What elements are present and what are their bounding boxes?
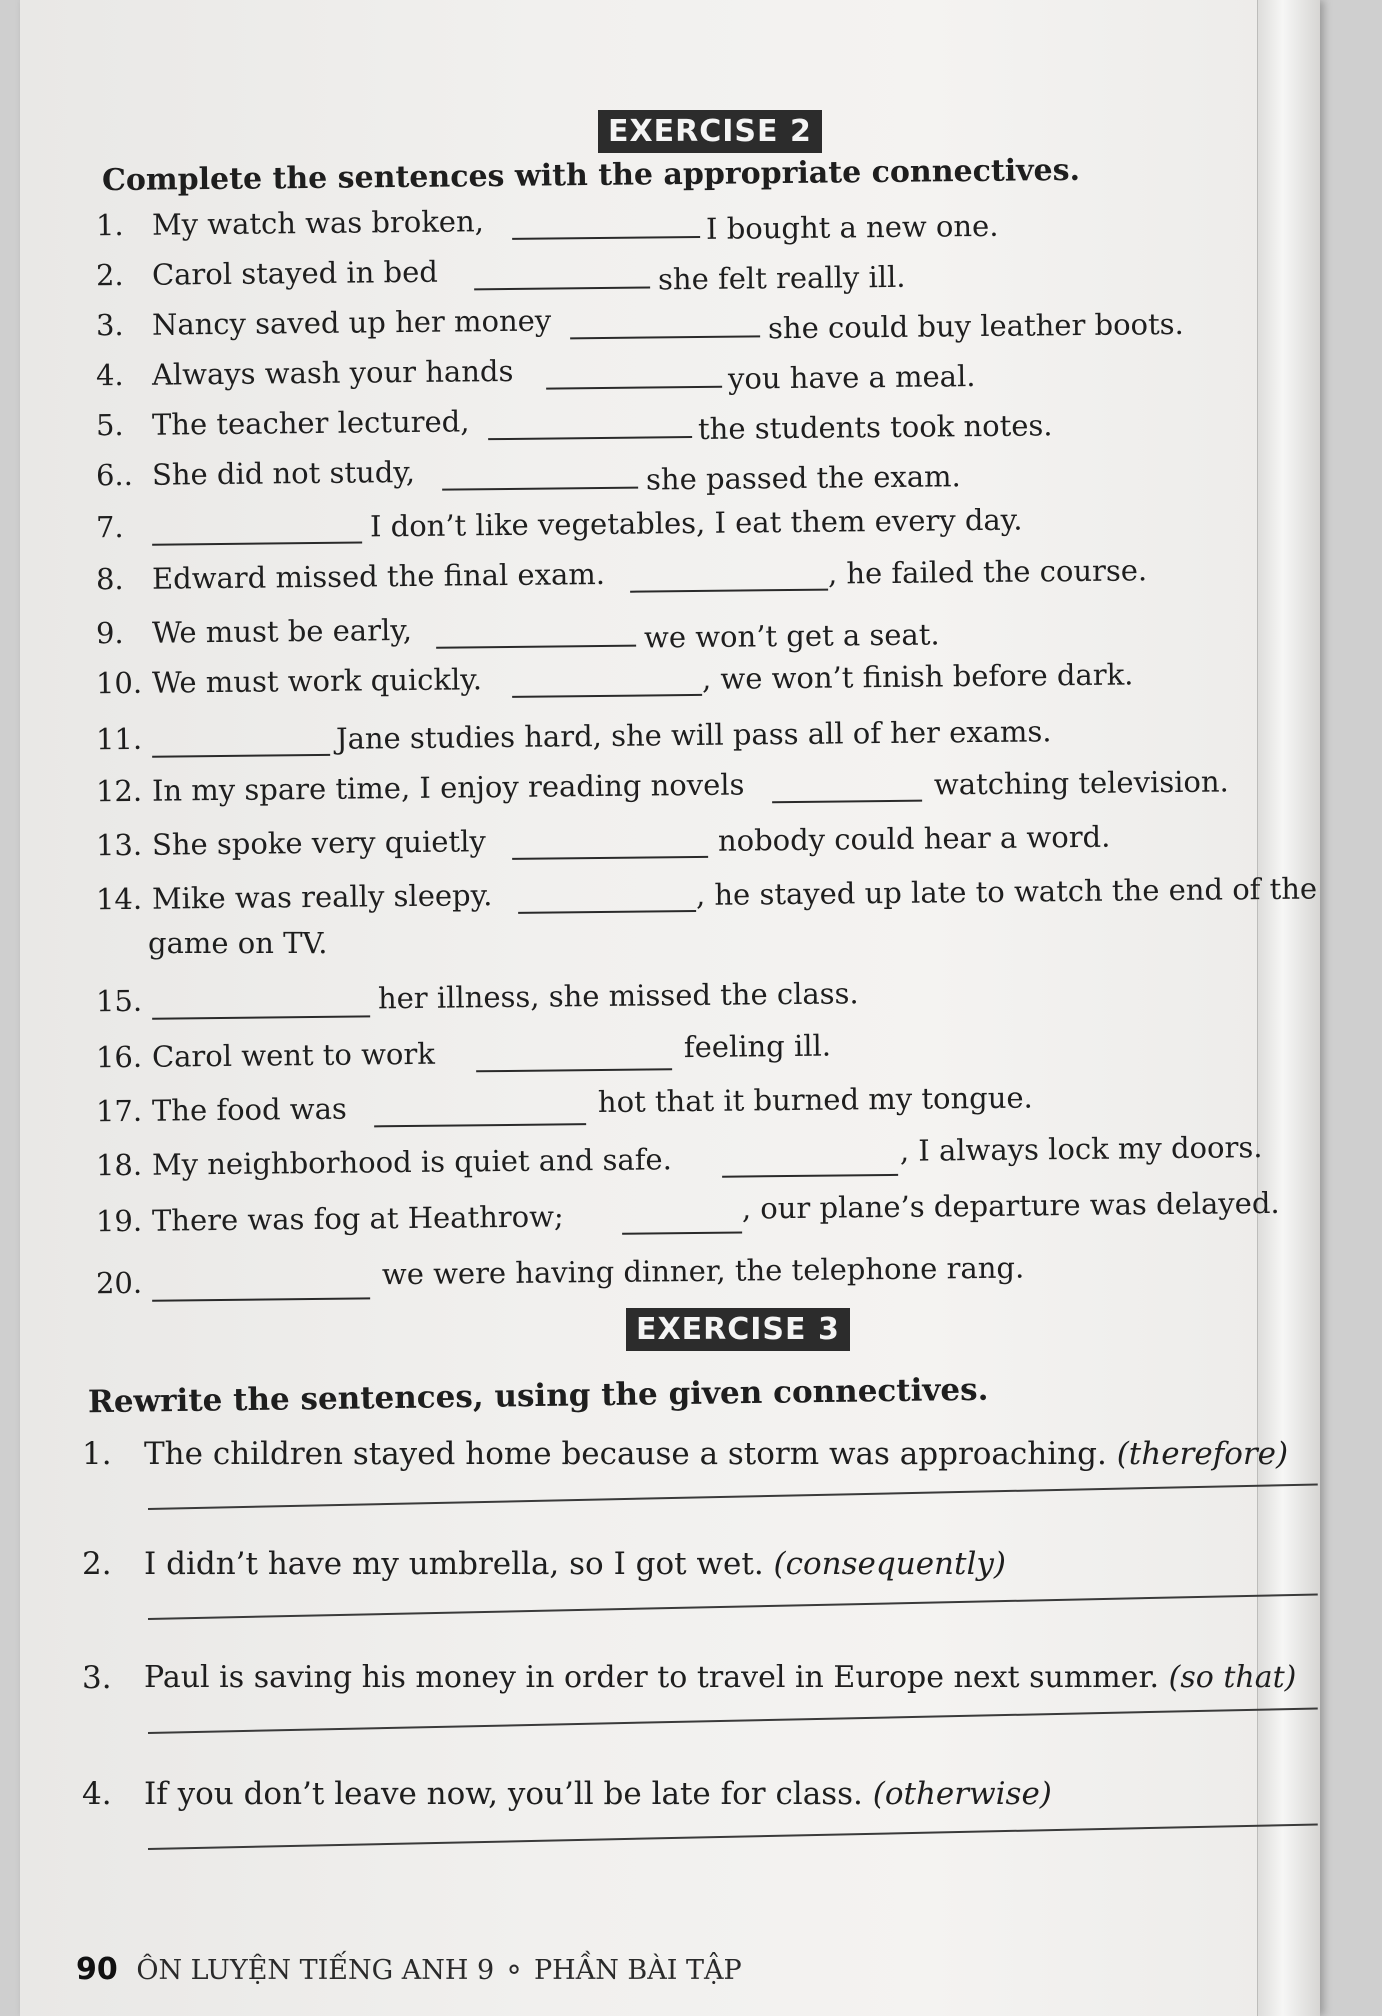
answer-blank[interactable] bbox=[722, 1174, 898, 1178]
item-number: 17. bbox=[95, 1093, 143, 1129]
item-text-before: My watch was broken, bbox=[151, 204, 485, 242]
answer-line[interactable] bbox=[148, 1483, 1318, 1510]
item-text-before: There was fog at Heathrow; bbox=[151, 1199, 564, 1238]
exercise-3-item bbox=[82, 1546, 1342, 1656]
answer-blank[interactable] bbox=[518, 910, 696, 914]
exercise-2-item bbox=[95, 1185, 1296, 1249]
exercise-2-instruction: Complete the sentences with the appropriate connectives. bbox=[101, 152, 1081, 199]
exercise-2-item bbox=[95, 1250, 1296, 1311]
item-text-after: she felt really ill. bbox=[657, 259, 906, 297]
answer-blank[interactable] bbox=[152, 1015, 370, 1019]
connective-hint: (otherwise) bbox=[872, 1776, 1052, 1812]
item-text-after: she could buy leather boots. bbox=[767, 306, 1184, 346]
exercise-3-instruction: Rewrite the sentences, using the given connectives. bbox=[87, 1371, 989, 1421]
item-text-after: nobody could hear a word. bbox=[717, 819, 1111, 858]
item-number: 9. bbox=[95, 615, 124, 651]
item-text-after: Jane studies hard, she will pass all of her exams. bbox=[335, 714, 1052, 756]
exercise-2-title: EXERCISE 2 bbox=[598, 110, 822, 153]
item-text-after: I don’t like vegetables, I eat them every day. bbox=[369, 502, 1023, 544]
item-number: 12. bbox=[95, 773, 143, 809]
exercise-2-item bbox=[96, 246, 1296, 303]
item-number: 11. bbox=[95, 721, 143, 757]
exercise-2-item-continuation bbox=[148, 926, 1348, 970]
item-text-before: The teacher lectured, bbox=[151, 404, 470, 442]
exercise-2-item bbox=[96, 498, 1296, 555]
exercise-2-item bbox=[96, 346, 1296, 403]
item-text-after: hot that it burned my tongue. bbox=[597, 1080, 1033, 1120]
item-number: 2. bbox=[82, 1546, 112, 1582]
sentence-text: I didn’t have my umbrella, so I got wet. bbox=[144, 1546, 764, 1582]
exercise-2-item bbox=[96, 550, 1296, 607]
rewrite-sentence bbox=[144, 1776, 1052, 1812]
item-number: 3. bbox=[95, 307, 124, 343]
answer-blank[interactable] bbox=[570, 335, 760, 339]
rewrite-sentence bbox=[144, 1660, 1296, 1695]
answer-blank[interactable] bbox=[512, 694, 702, 698]
item-number: 19. bbox=[95, 1203, 143, 1239]
answer-blank[interactable] bbox=[772, 800, 922, 804]
exercise-2-item bbox=[96, 972, 1296, 1029]
book-title: ÔN LUYỆN TIẾNG ANH 9 ⚬ PHẦN BÀI TẬP bbox=[136, 1955, 742, 1986]
connective-hint: (consequently) bbox=[773, 1546, 1006, 1582]
answer-line[interactable] bbox=[148, 1593, 1318, 1620]
item-text-after: we won’t get a seat. bbox=[643, 617, 940, 655]
item-number: 13. bbox=[95, 827, 143, 863]
answer-blank[interactable] bbox=[152, 754, 330, 758]
item-text-before: Carol went to work bbox=[151, 1036, 436, 1074]
exercise-2-item bbox=[95, 870, 1318, 927]
item-text-before: She did not study, bbox=[151, 454, 416, 492]
answer-blank[interactable] bbox=[436, 645, 636, 649]
item-text-before: In my spare time, I enjoy reading novels bbox=[151, 767, 745, 808]
item-text-after: , we won’t finish before dark. bbox=[701, 657, 1134, 696]
item-text-before: We must work quickly. bbox=[151, 662, 483, 700]
sentence-text: If you don’t leave now, you’ll be late for class. bbox=[144, 1776, 863, 1812]
answer-blank[interactable] bbox=[622, 1232, 742, 1235]
exercise-3-title: EXERCISE 3 bbox=[626, 1308, 850, 1351]
connective-hint: (so that) bbox=[1168, 1660, 1297, 1695]
exercise-2-item bbox=[96, 654, 1296, 711]
item-number: 10. bbox=[95, 665, 143, 701]
answer-line[interactable] bbox=[148, 1707, 1318, 1734]
exercise-2-item bbox=[96, 396, 1296, 453]
page-footer bbox=[76, 1952, 742, 1987]
exercise-2-item bbox=[96, 296, 1296, 353]
item-text-before: The food was bbox=[151, 1091, 347, 1128]
item-number: 18. bbox=[95, 1147, 143, 1183]
item-text-after: she passed the exam. bbox=[645, 459, 961, 497]
item-text-after: watching television. bbox=[933, 764, 1229, 802]
item-text-after: I bought a new one. bbox=[705, 208, 999, 246]
item-text-before: Nancy saved up her money bbox=[151, 303, 552, 342]
exercise-2-item bbox=[96, 1028, 1296, 1085]
answer-blank[interactable] bbox=[152, 541, 362, 545]
answer-blank[interactable] bbox=[152, 1297, 370, 1301]
exercise-3-item bbox=[82, 1660, 1342, 1770]
answer-blank[interactable] bbox=[630, 589, 828, 593]
answer-blank[interactable] bbox=[474, 286, 650, 290]
item-continuation-text: game on TV. bbox=[148, 926, 328, 960]
item-number: 5. bbox=[95, 407, 124, 443]
item-text-after: , I always lock my doors. bbox=[899, 1130, 1263, 1168]
answer-blank[interactable] bbox=[374, 1123, 586, 1127]
exercise-2-item bbox=[96, 1082, 1296, 1139]
exercise-2-item bbox=[96, 604, 1296, 661]
item-number: 4. bbox=[82, 1776, 112, 1812]
connective-hint: (therefore) bbox=[1116, 1436, 1289, 1472]
rewrite-sentence bbox=[144, 1436, 1288, 1472]
item-text-before: Always wash your hands bbox=[151, 353, 514, 392]
page-number: 90 bbox=[76, 1952, 118, 1987]
answer-blank[interactable] bbox=[488, 436, 692, 440]
exercise-2-item bbox=[96, 196, 1296, 253]
item-text-before: Edward missed the final exam. bbox=[151, 556, 606, 596]
item-number: 20. bbox=[95, 1265, 143, 1301]
item-number: 8. bbox=[95, 561, 124, 597]
exercise-2-item bbox=[96, 762, 1296, 819]
item-number: 7. bbox=[95, 509, 124, 545]
item-text-before: My neighborhood is quiet and safe. bbox=[151, 1142, 673, 1182]
exercise-2-item bbox=[96, 816, 1296, 873]
exercise-2-item bbox=[96, 710, 1296, 767]
item-number: 1. bbox=[95, 207, 124, 243]
answer-blank[interactable] bbox=[512, 236, 700, 240]
item-text-before: Mike was really sleepy. bbox=[151, 878, 493, 916]
item-text-after: , he failed the course. bbox=[827, 553, 1148, 591]
item-number: 2. bbox=[95, 257, 124, 293]
item-text-after: feeling ill. bbox=[683, 1028, 832, 1065]
item-number: 16. bbox=[95, 1039, 143, 1075]
sentence-text: The children stayed home because a storm was approaching. bbox=[144, 1436, 1107, 1472]
item-number: 3. bbox=[82, 1660, 112, 1696]
item-text-after: you have a meal. bbox=[727, 359, 976, 396]
answer-blank[interactable] bbox=[442, 487, 638, 491]
sentence-text: Paul is saving his money in order to travel in Europe next summer. bbox=[144, 1660, 1160, 1695]
answer-line[interactable] bbox=[148, 1823, 1318, 1850]
item-text-after: the students took notes. bbox=[697, 408, 1053, 446]
item-text-after: , he stayed up late to watch the end of the bbox=[695, 871, 1318, 912]
item-text-before: She spoke very quietly bbox=[151, 824, 486, 862]
item-number: 4. bbox=[95, 357, 124, 393]
answer-blank[interactable] bbox=[476, 1068, 672, 1072]
answer-blank[interactable] bbox=[512, 856, 708, 860]
answer-blank[interactable] bbox=[546, 386, 722, 390]
item-number: 15. bbox=[95, 983, 143, 1019]
item-number: 6.. bbox=[95, 457, 134, 493]
item-number: 14. bbox=[95, 881, 143, 917]
exercise-3-item bbox=[82, 1436, 1342, 1546]
item-text-before: Carol stayed in bed bbox=[151, 254, 439, 292]
exercise-3-item bbox=[82, 1776, 1342, 1886]
exercise-2-item bbox=[96, 446, 1296, 503]
exercise-2-item bbox=[95, 1130, 1296, 1193]
item-text-after: , our plane’s departure was delayed. bbox=[741, 1185, 1280, 1226]
item-number: 1. bbox=[82, 1436, 112, 1472]
item-text-before: We must be early, bbox=[151, 612, 413, 650]
item-text-after: we were having dinner, the telephone rang. bbox=[381, 1250, 1025, 1292]
item-text-after: her illness, she missed the class. bbox=[377, 976, 859, 1016]
rewrite-sentence bbox=[144, 1546, 1006, 1582]
